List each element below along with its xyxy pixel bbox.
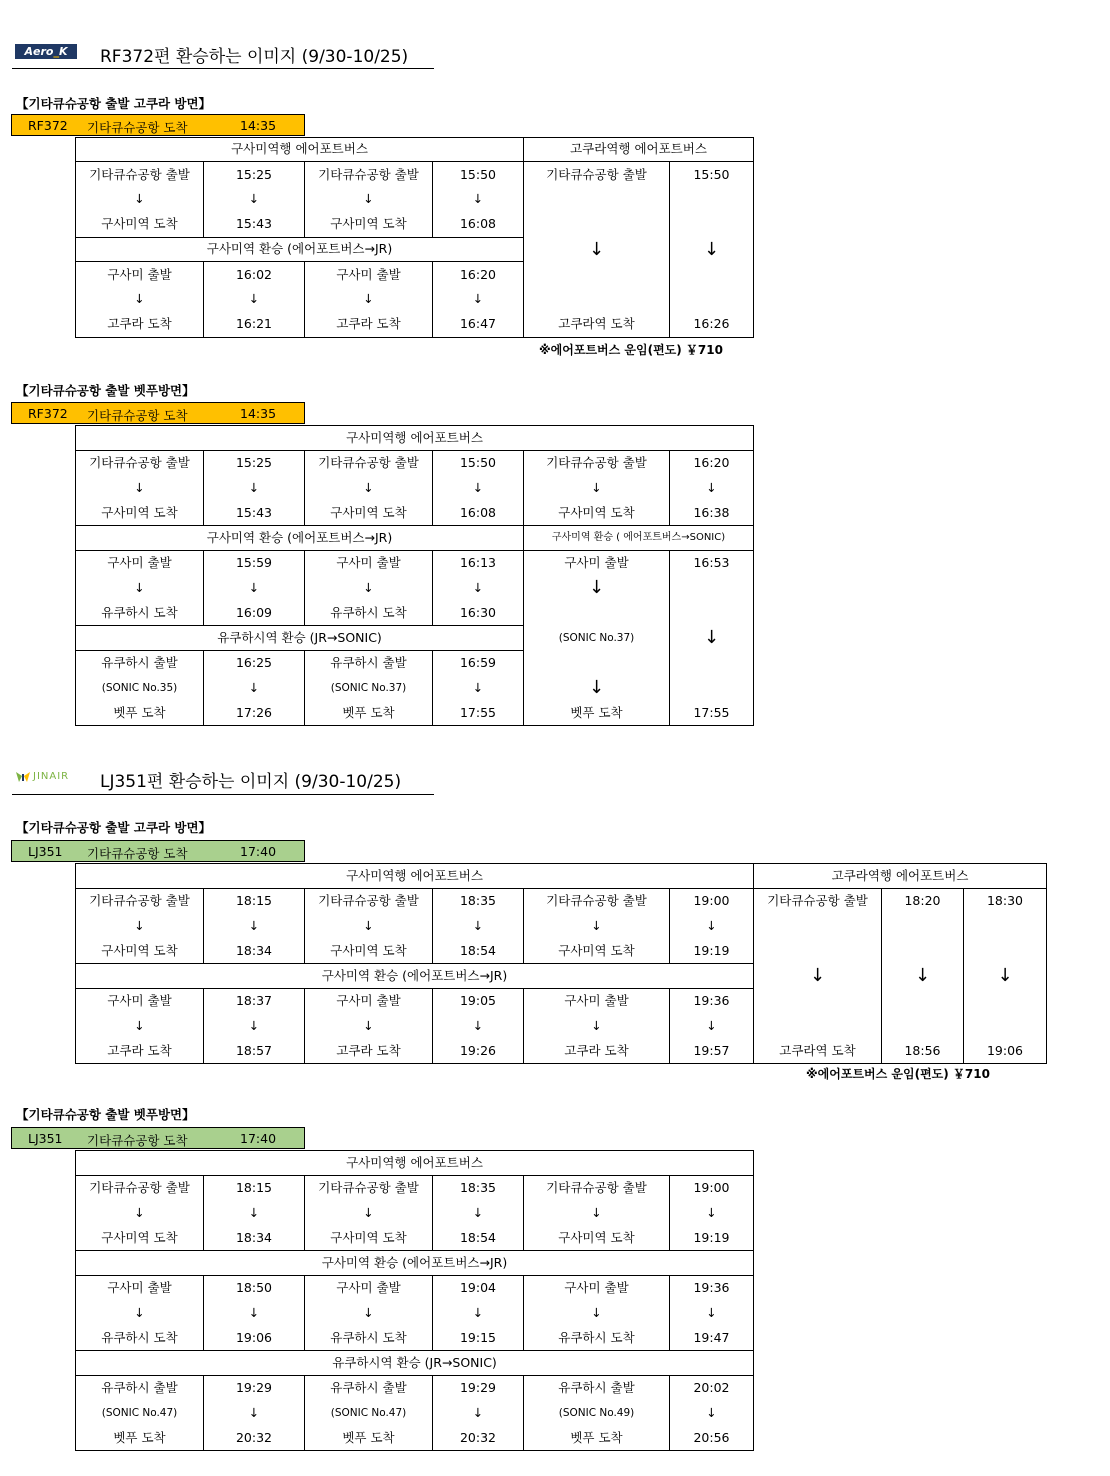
arrow-cell: ↓ xyxy=(433,288,524,312)
cell: 19:00 xyxy=(670,889,754,914)
fare-note: ※에어포트버스 운임(편도) ￥710 xyxy=(539,343,723,357)
section-heading: 【기타큐슈공항 출발 고쿠라 방면】 xyxy=(16,96,212,111)
cell: 20:56 xyxy=(670,1426,754,1451)
cell: 19:29 xyxy=(433,1376,524,1401)
arrival-label: 기타큐슈공항 도착 xyxy=(87,846,188,861)
arrival-label: 기타큐슈공항 도착 xyxy=(87,120,188,135)
arrow-cell: ↓ xyxy=(882,964,964,989)
cell: 유쿠하시 도착 xyxy=(76,1326,204,1351)
cell: 기타큐슈공항 출발 xyxy=(305,162,433,188)
cell: 16:02 xyxy=(204,262,305,288)
cell: 16:21 xyxy=(204,312,305,338)
cell: 16:20 xyxy=(433,262,524,288)
arrow-cell: ↓ xyxy=(433,1401,524,1426)
cell: 18:34 xyxy=(204,939,305,964)
arrow-cell: ↓ xyxy=(305,188,433,212)
bus-header: 구사미역행 에어포트버스 xyxy=(76,864,754,889)
cell: 16:08 xyxy=(433,212,524,238)
arrow-cell: ↓ xyxy=(433,1201,524,1226)
cell: 구사미역 도착 xyxy=(524,1226,670,1251)
flight-number: RF372 xyxy=(28,406,68,421)
cell: 15:59 xyxy=(204,551,305,576)
arrow-cell: ↓ xyxy=(670,238,754,262)
arrow-cell: ↓ xyxy=(204,476,305,501)
arrow-cell: ↓ xyxy=(76,1301,204,1326)
arrow-cell: ↓ xyxy=(204,1201,305,1226)
arrow-cell: ↓ xyxy=(204,1014,305,1039)
cell: 기타큐슈공항 출발 xyxy=(524,1176,670,1201)
transfer-row: 유쿠하시역 환승 (JR→SONIC) xyxy=(76,1351,754,1376)
cell: 15:25 xyxy=(204,451,305,476)
cell: 19:47 xyxy=(670,1326,754,1351)
arrow-cell: ↓ xyxy=(524,476,670,501)
arrival-time: 14:35 xyxy=(240,406,277,421)
arrow-cell: ↓ xyxy=(754,964,882,989)
arrow-cell: ↓ xyxy=(670,626,754,651)
cell: 17:55 xyxy=(433,701,524,726)
cell: 18:35 xyxy=(433,1176,524,1201)
arrow-cell: ↓ xyxy=(204,576,305,601)
cell: 15:43 xyxy=(204,501,305,526)
cell: 18:15 xyxy=(204,1176,305,1201)
arrival-label: 기타큐슈공항 도착 xyxy=(87,1133,188,1148)
cell: (SONIC No.37) xyxy=(305,676,433,701)
cell: 구사미 출발 xyxy=(524,989,670,1014)
cell: 유쿠하시 출발 xyxy=(305,651,433,676)
arrow-cell: ↓ xyxy=(524,1014,670,1039)
cell: 16:20 xyxy=(670,451,754,476)
cell: (SONIC No.35) xyxy=(76,676,204,701)
bus-header: 구사미역행 에어포트버스 xyxy=(76,1151,754,1176)
flight-number: LJ351 xyxy=(28,844,63,859)
cell: 16:26 xyxy=(670,312,754,338)
cell: 17:55 xyxy=(670,701,754,726)
cell: 구사미 출발 xyxy=(305,551,433,576)
cell: 16:38 xyxy=(670,501,754,526)
cell: 19:29 xyxy=(204,1376,305,1401)
arrival-time: 17:40 xyxy=(240,1131,277,1146)
cell: 유쿠하시 도착 xyxy=(524,1326,670,1351)
cell: 고쿠라 도착 xyxy=(524,1039,670,1064)
cell: 19:26 xyxy=(433,1039,524,1064)
cell: 16:08 xyxy=(433,501,524,526)
cell: 17:26 xyxy=(204,701,305,726)
cell: 벳푸 도착 xyxy=(305,701,433,726)
cell: 고쿠라 도착 xyxy=(305,312,433,338)
section-heading: 【기타큐슈공항 출발 벳푸방면】 xyxy=(16,1107,195,1122)
arrow-cell: ↓ xyxy=(524,1201,670,1226)
cell: 벳푸 도착 xyxy=(305,1426,433,1451)
cell: 구사미역 도착 xyxy=(524,501,670,526)
cell: 기타큐슈공항 출발 xyxy=(305,451,433,476)
bus-header: 고쿠라역행 에어포트버스 xyxy=(754,864,1047,889)
timetable-rf372-beppu xyxy=(75,425,754,726)
cell: 구사미 출발 xyxy=(524,551,670,576)
arrow-cell: ↓ xyxy=(305,288,433,312)
cell: 고쿠라역 도착 xyxy=(754,1039,882,1064)
cell: 15:50 xyxy=(433,451,524,476)
arrow-cell: ↓ xyxy=(433,476,524,501)
cell: 기타큐슈공항 출발 xyxy=(305,1176,433,1201)
cell: 기타큐슈공항 출발 xyxy=(76,451,204,476)
flight-arrival-bar xyxy=(11,840,305,862)
flight-arrival-bar xyxy=(11,114,305,136)
timetable-lj351-beppu xyxy=(75,1150,754,1451)
cell: 구사미역 도착 xyxy=(305,939,433,964)
cell: 15:50 xyxy=(670,162,754,188)
cell: 유쿠하시 출발 xyxy=(305,1376,433,1401)
cell: 구사미역 도착 xyxy=(305,212,433,238)
cell: 16:09 xyxy=(204,601,305,626)
cell: 18:57 xyxy=(204,1039,305,1064)
arrow-cell: ↓ xyxy=(76,1014,204,1039)
cell: 18:37 xyxy=(204,989,305,1014)
cell: 20:32 xyxy=(204,1426,305,1451)
cell: 18:30 xyxy=(964,889,1047,914)
cell: (SONIC No.47) xyxy=(305,1401,433,1426)
cell: 20:02 xyxy=(670,1376,754,1401)
cell: 구사미역 도착 xyxy=(305,1226,433,1251)
arrow-cell: ↓ xyxy=(204,188,305,212)
section-heading: 【기타큐슈공항 출발 벳푸방면】 xyxy=(16,383,195,398)
arrow-cell: ↓ xyxy=(524,576,670,601)
fare-note: ※에어포트버스 운임(편도) ￥710 xyxy=(806,1067,990,1081)
cell: 16:59 xyxy=(433,651,524,676)
cell: 기타큐슈공항 출발 xyxy=(76,162,204,188)
bus-header: 구사미역행 에어포트버스 xyxy=(76,426,754,451)
cell: 기타큐슈공항 출발 xyxy=(76,1176,204,1201)
cell: 기타큐슈공항 출발 xyxy=(305,889,433,914)
cell: 19:00 xyxy=(670,1176,754,1201)
cell: 구사미 출발 xyxy=(76,262,204,288)
cell: 기타큐슈공항 출발 xyxy=(524,451,670,476)
arrow-cell: ↓ xyxy=(204,676,305,701)
cell: 18:35 xyxy=(433,889,524,914)
cell: 19:05 xyxy=(433,989,524,1014)
lj351-title: LJ351편 환승하는 이미지 (9/30-10/25) xyxy=(100,772,402,792)
aero-k-logo: Aero_K xyxy=(15,44,77,59)
arrow-cell: ↓ xyxy=(204,914,305,939)
cell: 구사미 출발 xyxy=(305,989,433,1014)
cell: 16:13 xyxy=(433,551,524,576)
cell: 15:50 xyxy=(433,162,524,188)
transfer-row: 구사미역 환승 (에어포트버스→JR) xyxy=(76,238,524,262)
cell: 19:36 xyxy=(670,989,754,1014)
cell: 15:43 xyxy=(204,212,305,238)
arrow-cell: ↓ xyxy=(433,188,524,212)
timetable-lj351-kokura xyxy=(75,863,1047,1064)
cell: 고쿠라 도착 xyxy=(76,312,204,338)
arrow-cell: ↓ xyxy=(76,188,204,212)
cell: 19:04 xyxy=(433,1276,524,1301)
divider xyxy=(12,794,434,795)
arrow-cell: ↓ xyxy=(76,576,204,601)
cell: 구사미 출발 xyxy=(76,989,204,1014)
cell: 15:25 xyxy=(204,162,305,188)
arrival-time: 14:35 xyxy=(240,118,277,133)
arrow-cell: ↓ xyxy=(670,1301,754,1326)
arrow-cell: ↓ xyxy=(305,476,433,501)
cell: 기타큐슈공항 출발 xyxy=(76,889,204,914)
rf372-title: RF372편 환승하는 이미지 (9/30-10/25) xyxy=(100,47,409,67)
cell: 19:57 xyxy=(670,1039,754,1064)
arrow-cell: ↓ xyxy=(76,476,204,501)
cell: 벳푸 도착 xyxy=(524,1426,670,1451)
cell: 구사미역 도착 xyxy=(76,501,204,526)
cell: (SONIC No.37) xyxy=(524,626,670,651)
arrow-cell: ↓ xyxy=(964,964,1047,989)
cell: 구사미역 도착 xyxy=(76,1226,204,1251)
cell: 기타큐슈공항 출발 xyxy=(524,162,670,188)
arrow-cell: ↓ xyxy=(433,676,524,701)
transfer-row: 구사미역 환승 (에어포트버스→JR) xyxy=(76,526,524,551)
butterfly-icon xyxy=(15,771,31,783)
arrow-cell: ↓ xyxy=(305,1014,433,1039)
cell: 19:15 xyxy=(433,1326,524,1351)
transfer-row: 유쿠하시역 환승 (JR→SONIC) xyxy=(76,626,524,651)
cell: 18:56 xyxy=(882,1039,964,1064)
cell: 벳푸 도착 xyxy=(524,701,670,726)
flight-number: LJ351 xyxy=(28,1131,63,1146)
arrow-cell: ↓ xyxy=(524,238,670,262)
arrow-cell: ↓ xyxy=(670,476,754,501)
transfer-row: 구사미역 환승 (에어포트버스→JR) xyxy=(76,1251,754,1276)
cell: (SONIC No.47) xyxy=(76,1401,204,1426)
cell: 구사미 출발 xyxy=(524,1276,670,1301)
cell: 18:54 xyxy=(433,1226,524,1251)
flight-arrival-bar xyxy=(11,1127,305,1149)
section-heading: 【기타큐슈공항 출발 고쿠라 방면】 xyxy=(16,820,212,835)
arrow-cell: ↓ xyxy=(76,914,204,939)
cell: 구사미 출발 xyxy=(305,262,433,288)
arrow-cell: ↓ xyxy=(204,1301,305,1326)
cell: 16:47 xyxy=(433,312,524,338)
arrow-cell: ↓ xyxy=(305,576,433,601)
cell: (SONIC No.49) xyxy=(524,1401,670,1426)
arrow-cell: ↓ xyxy=(433,1301,524,1326)
cell: 고쿠라 도착 xyxy=(305,1039,433,1064)
cell: 구사미 출발 xyxy=(76,1276,204,1301)
arrow-cell: ↓ xyxy=(524,676,670,701)
arrow-cell: ↓ xyxy=(305,1201,433,1226)
cell: 구사미역 도착 xyxy=(524,939,670,964)
cell: 18:50 xyxy=(204,1276,305,1301)
cell: 20:32 xyxy=(433,1426,524,1451)
cell: 18:15 xyxy=(204,889,305,914)
arrow-cell: ↓ xyxy=(204,288,305,312)
arrow-cell: ↓ xyxy=(305,914,433,939)
arrow-cell: ↓ xyxy=(670,1014,754,1039)
cell: 19:19 xyxy=(670,939,754,964)
cell: 유쿠하시 출발 xyxy=(524,1376,670,1401)
cell: 유쿠하시 도착 xyxy=(305,601,433,626)
cell: 16:25 xyxy=(204,651,305,676)
cell: 기타큐슈공항 출발 xyxy=(754,889,882,914)
cell: 고쿠라 도착 xyxy=(76,1039,204,1064)
cell: 구사미 출발 xyxy=(76,551,204,576)
cell: 19:36 xyxy=(670,1276,754,1301)
arrow-cell: ↓ xyxy=(524,1301,670,1326)
arrival-time: 17:40 xyxy=(240,844,277,859)
cell: 고쿠라역 도착 xyxy=(524,312,670,338)
cell: 유쿠하시 출발 xyxy=(76,651,204,676)
cell: 유쿠하시 도착 xyxy=(76,601,204,626)
cell: 16:30 xyxy=(433,601,524,626)
cell: 구사미역 도착 xyxy=(76,212,204,238)
cell: 18:20 xyxy=(882,889,964,914)
cell: 유쿠하시 출발 xyxy=(76,1376,204,1401)
bus-header: 고쿠라역행 에어포트버스 xyxy=(524,138,754,162)
cell: 19:06 xyxy=(204,1326,305,1351)
cell: 벳푸 도착 xyxy=(76,701,204,726)
arrow-cell: ↓ xyxy=(433,576,524,601)
cell: 16:53 xyxy=(670,551,754,576)
arrow-cell: ↓ xyxy=(204,1401,305,1426)
arrow-cell: ↓ xyxy=(670,1401,754,1426)
cell: 19:06 xyxy=(964,1039,1047,1064)
transfer-row: 구사미역 환승 ( 에어포트버스→SONIC) xyxy=(524,526,754,551)
cell: 18:54 xyxy=(433,939,524,964)
divider xyxy=(12,68,434,69)
arrival-label: 기타큐슈공항 도착 xyxy=(87,408,188,423)
transfer-row: 구사미역 환승 (에어포트버스→JR) xyxy=(76,964,754,989)
timetable-rf372-kokura xyxy=(75,137,754,338)
cell: 벳푸 도착 xyxy=(76,1426,204,1451)
cell: 18:34 xyxy=(204,1226,305,1251)
arrow-cell: ↓ xyxy=(524,914,670,939)
flight-number: RF372 xyxy=(28,118,68,133)
arrow-cell: ↓ xyxy=(433,1014,524,1039)
arrow-cell: ↓ xyxy=(76,288,204,312)
bus-header: 구사미역행 에어포트버스 xyxy=(76,138,524,162)
cell: 구사미역 도착 xyxy=(305,501,433,526)
cell: 기타큐슈공항 출발 xyxy=(524,889,670,914)
jin-air-logo: JINAIR xyxy=(15,770,79,784)
cell: 구사미역 도착 xyxy=(76,939,204,964)
arrow-cell: ↓ xyxy=(433,914,524,939)
arrow-cell: ↓ xyxy=(670,914,754,939)
arrow-cell: ↓ xyxy=(76,1201,204,1226)
arrow-cell: ↓ xyxy=(670,1201,754,1226)
flight-arrival-bar xyxy=(11,402,305,424)
cell: 유쿠하시 도착 xyxy=(305,1326,433,1351)
cell: 구사미 출발 xyxy=(305,1276,433,1301)
cell: 19:19 xyxy=(670,1226,754,1251)
arrow-cell: ↓ xyxy=(305,1301,433,1326)
